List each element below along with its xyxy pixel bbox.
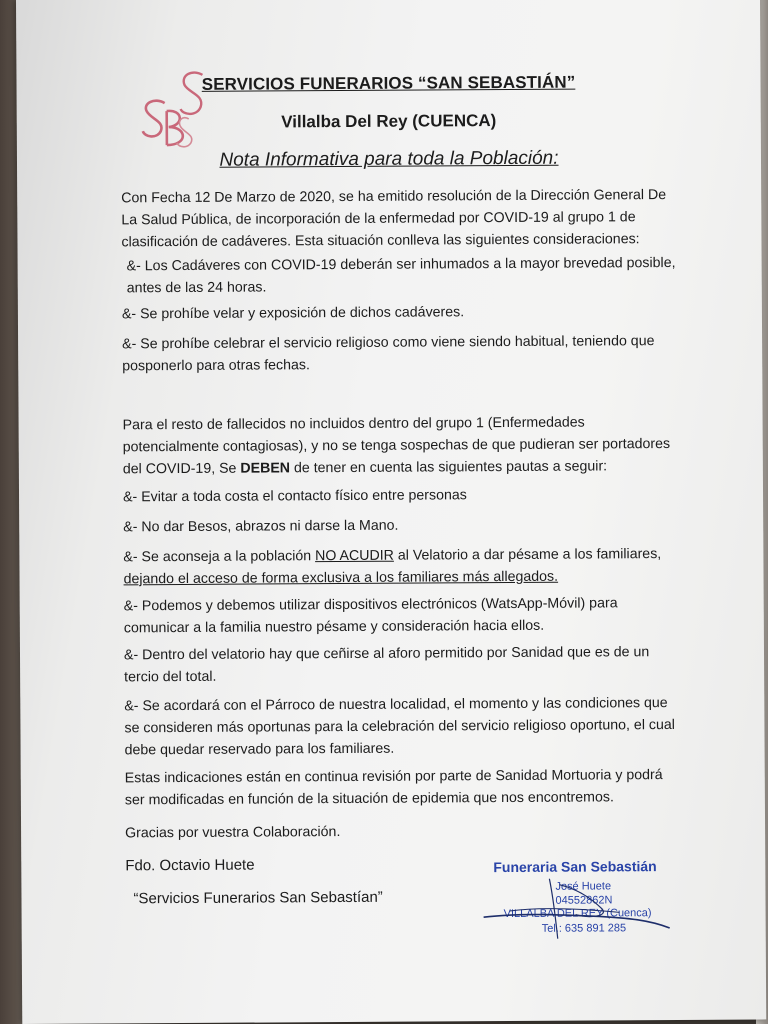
rest-intro-bold: DEBEN xyxy=(240,460,291,477)
more-item: &- Podemos y debemos utilizar dispositivos electrónicos (WatsApp-Móvil) para comunicar a la familia nuestro pésame y consideración hacia ellos. xyxy=(123,595,618,637)
velatorio-text-mid: al Velatorio a dar pésame a los familiares, xyxy=(393,546,662,564)
thanks-line: Gracias por vuestra Colaboración. xyxy=(125,824,341,842)
rest-item: &- No dar Besos, abrazos ni darse la Mano. xyxy=(123,517,399,536)
group1-item: &- Los Cadáveres con COVID-19 deberán ser inhumados a la mayor brevedad posible, antes de las 24 horas. xyxy=(126,254,676,297)
document-subtitle: Villalba Del Rey (CUENCA) xyxy=(281,111,497,132)
closing-paragraph: Estas indicaciones están en continua revisión por parte de Sanidad Mortuoria y podrá ser modificadas en función de la situación de epidemia que nos encontremos. xyxy=(124,767,663,809)
stamp-phone: Tel.: 635 891 285 xyxy=(541,922,627,935)
paper-notice xyxy=(16,0,766,1024)
intro-paragraph: Con Fecha 12 De Marzo de 2020, se ha emitido resolución de la Dirección General De La Salud Pública, de incorporación de la enfermedad por COVID-19 al grupo 1 de clasificación de cadáveres. Esta situación conlleva las siguientes consideraciones: xyxy=(121,187,667,251)
rest-intro-paragraph xyxy=(123,411,683,480)
handwritten-signature xyxy=(479,858,700,949)
group1-item: &- Se prohíbe velar y exposición de dichos cadáveres. xyxy=(121,304,465,323)
stamp-location: VILLALBA DEL REY (Cuenca) xyxy=(503,907,652,921)
rest-intro-text: Para el resto de fallecidos no incluidos dentro del grupo 1 (Enfermedades potencialmente contagiosas), y no se tenga sospechas de que pudieran ser portadores del COVID-19, Se xyxy=(122,414,671,478)
notice-heading: Nota Informativa para toda la Población: xyxy=(219,147,559,171)
signed-company: “Servicios Funerarios San Sebastían” xyxy=(133,888,383,908)
more-item: &- Se acordará con el Párroco de nuestra localidad, el momento y las condiciones que se consideren más oportunas para la celebración del servicio religioso oportuno, el cual debe quedar reservado para los familiares. xyxy=(124,695,675,759)
document-title: SERVICIOS FUNERARIOS “SAN SEBASTIÁN” xyxy=(201,72,576,94)
stamp-id: 04552862N xyxy=(555,894,613,907)
velatorio-text: &- Se aconseja a la población xyxy=(123,548,316,566)
rest-intro-text-end: de tener en cuenta las siguientes pautas a seguir: xyxy=(289,458,608,477)
rest-item: &- Evitar a toda costa el contacto físico entre personas xyxy=(122,487,467,506)
group1-item: &- Se prohíbe celebrar el servicio religioso como viene siendo habitual, teniendo que posponerlo para otras fechas. xyxy=(122,333,655,375)
stamp-title: Funeraria San Sebastián xyxy=(493,858,657,876)
velatorio-underlined-end: dejando el acceso de forma exclusiva a los familiares más allegados. xyxy=(123,568,559,588)
velatorio-item xyxy=(123,543,693,590)
stamp-name: José Huete xyxy=(555,880,612,893)
velatorio-underlined: NO ACUDIR xyxy=(315,547,394,565)
signed-by: Fdo. Octavio Huete xyxy=(125,856,255,875)
more-item: &- Dentro del velatorio hay que ceñirse al aforo permitido por Sanidad que es de un tercio del total. xyxy=(123,644,650,686)
company-stamp xyxy=(479,858,700,949)
